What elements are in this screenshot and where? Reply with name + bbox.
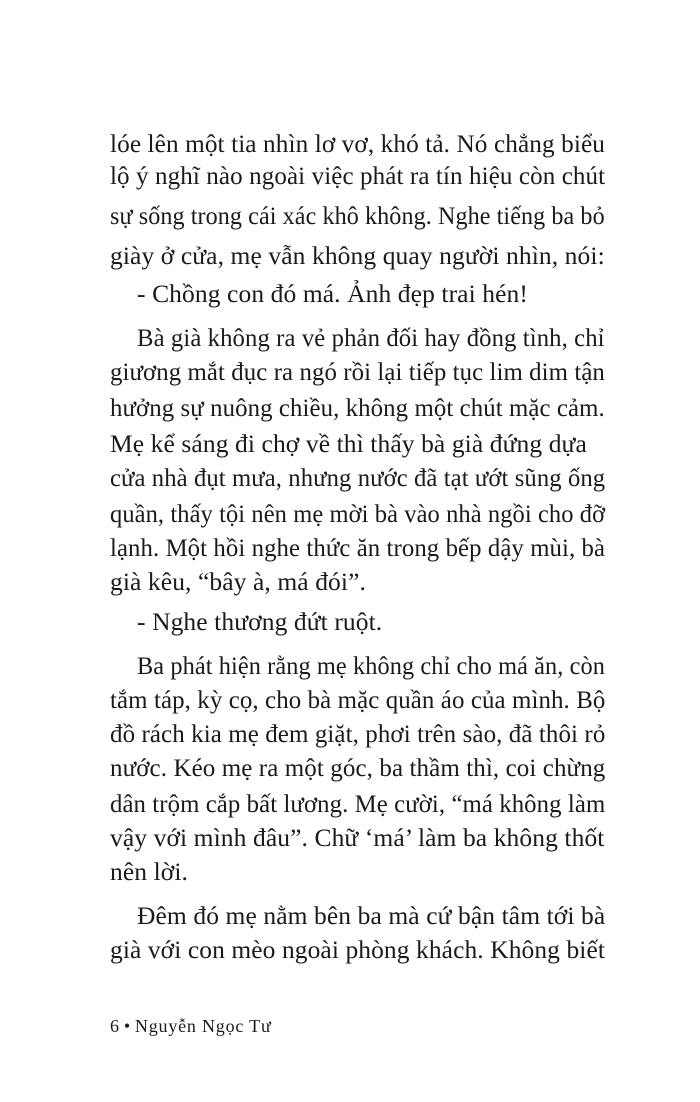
text-line: vậy với mình đâu”. Chữ ‘má’ làm ba không thốt (110, 823, 605, 852)
text-line: lạnh. Một hồi nghe thức ăn trong bếp dậy mùi, bà (110, 533, 606, 562)
text-line: tắm táp, kỳ cọ, cho bà mặc quần áo của mình. Bộ (110, 685, 606, 714)
page-number: 6 (110, 1016, 120, 1036)
text-line: giày ở cửa, mẹ vẫn không quay người nhìn, nói: (110, 241, 605, 270)
text-line: nên lời. (110, 857, 189, 886)
text-line: đồ rách kia mẹ đem giặt, phơi trên sào, đã thôi rỏ (110, 719, 606, 748)
text-line: già với con mèo ngoài phòng khách. Không biết (110, 935, 606, 964)
text-line: nước. Kéo mẹ ra một góc, ba thầm thì, coi chừng (110, 753, 606, 782)
text-line: Ba phát hiện rằng mẹ không chỉ cho má ăn, còn (137, 651, 606, 680)
text-line: lóe lên một tia nhìn lơ vơ, khó tả. Nó chẳng biểu (110, 129, 605, 158)
author-name: Nguyễn Ngọc Tư (134, 1016, 272, 1036)
text-line: - Chồng con đó má. Ảnh đẹp trai hén! (137, 279, 528, 308)
text-line: Bà già không ra vẻ phản đối hay đồng tình, chỉ (137, 323, 605, 352)
text-line: dân trộm cắp bất lương. Mẹ cười, “má không làm (110, 789, 606, 818)
text-line: sự sống trong cái xác khô không. Nghe tiếng ba bỏ (110, 201, 605, 230)
text-line: già kêu, “bây à, má đói”. (110, 567, 366, 596)
text-line: Đêm đó mẹ nằm bên ba mà cứ bận tâm tới bà (137, 901, 606, 930)
page-footer (110, 1014, 272, 1038)
footer-separator: • (123, 1016, 131, 1036)
text-line: lộ ý nghĩ nào ngoài việc phát ra tín hiệu còn chút (110, 161, 606, 190)
text-line: giương mắt đục ra ngó rồi lại tiếp tục lim dim tận (110, 357, 605, 386)
text-line: cửa nhà đụt mưa, nhưng nước đã tạt ướt sũng ống (110, 463, 606, 492)
text-line: quần, thấy tội nên mẹ mời bà vào nhà ngồi cho đỡ (110, 499, 606, 528)
text-line: - Nghe thương đứt ruột. (137, 607, 383, 636)
text-line: Mẹ kể sáng đi chợ về thì thấy bà già đứng dựa (110, 429, 587, 458)
text-line: hưởng sự nuông chiều, không một chút mặc cảm. (110, 393, 605, 422)
